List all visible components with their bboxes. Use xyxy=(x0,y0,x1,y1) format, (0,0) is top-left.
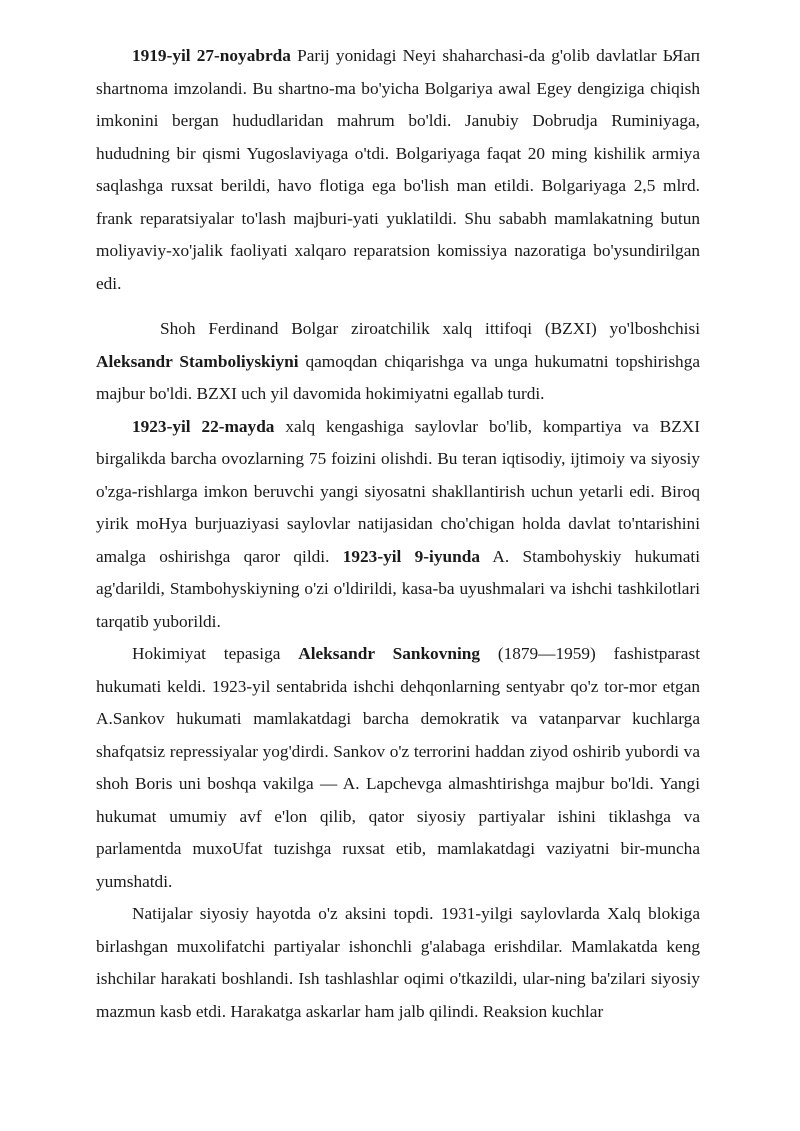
document-page xyxy=(96,40,700,1028)
date-bold: 1923-yil 22-mayda xyxy=(132,416,275,436)
paragraph-text: Shoh Ferdinand Bolgar ziroatchilik xalq ittifoqi (BZXI) yo'lboshchisi xyxy=(160,319,700,338)
paragraph-text: qamoqdan chiqarishga va unga hukumatni topshirishga majbur bo'ldi. BZXI uch yil davomida hokimiyatni egallab turdi. xyxy=(96,351,701,403)
paragraph-text: (1879—1959) fashistparast hukumati keldi. 1923-yil sentabrida ishchi dehqonlarning sentyabr qo'z tor-mor etgan A.Sankov hukumati mamlakatdagi barcha demokratik va vatanparvar kuchlarga shafqatsiz repressiyalar yog'dirdi. Sankov o'z terrorini haddan ziyod oshirib yubordi va shoh Boris uni boshqa vakilga — A. Lapchevga almashtirishga majbur bo'ldi. Yangi hukumat umumiy avf e'lon qilib, qator siyosiy partiyalar ishini tiklashga va parlamentda muxoUfat tuzishga ruxsat etib, mamlakatdagi vaziyatni bir-muncha yumshatdi. xyxy=(96,644,701,891)
date-bold: 1923-yil 9-iyunda xyxy=(342,546,480,566)
paragraph-2 xyxy=(96,313,700,411)
name-bold: Aleksandr Stamboliyskiyni xyxy=(96,351,299,371)
paragraph-text: A. Stambohyskiy hukumati ag'darildi, Stambohyskiyning o'zi o'ldirildi, kasa-ba uyushmalari va ishchi tashkilotlari tarqatib yuborildi. xyxy=(96,546,700,631)
paragraph-text: xalq kengashiga saylovlar bo'lib, kompartiya va BZXI birgalikda barcha ovozlarning 75 foizini olishdi. Bu teran iqtisodiy, ijtimoiy va siyosiy o'zga-rishlarga imkon beruvchi yangi siyosatni shakllantirish uchun yetarli edi. Biroq yirik moHya burjuaziyasi saylovlar natijasidan cho'chigan holda davlat to'ntarishini amalga oshirishga qaror qildi. xyxy=(96,416,700,566)
paragraph-text: Parij yonidagi Neyi shaharchasi-da g'olib davlatlar ЬЯап shartnoma imzolandi. Bu shartno-ma bo'yicha Bolgariya awal Egey dengiziga chiqish imkonini bergan hududlaridan mahrum bo'ldi. Janubiy Dobrudja Ruminiyaga, hududning bir qismi Yugoslaviyaga o'tdi. Bolgariyaga faqat 20 ming kishilik armiya saqlashga ruxsat berildi, havo flotiga ega bo'lish man etildi. Bolgariyaga 2,5 mlrd. frank reparatsiyalar to'lash majburi-yati yuklatildi. Shu sababh mamlakatning butun moliyaviy-xo'jalik faoliyati xalqaro reparatsion komissiya nazoratiga bo'ysundirilgan edi. xyxy=(96,46,701,293)
date-bold: 1919-yil 27-noyabrda xyxy=(132,46,291,65)
paragraph-text: Hokimiyat tepasiga xyxy=(132,644,299,663)
name-bold: Aleksandr Sankovning xyxy=(298,644,481,663)
paragraph-text: Natijalar siyosiy hayotda o'z aksini topdi. 1931-yilgi saylovlarda Xalq blokiga birlashgan muxolifatchi partiyalar ishonchli g'alabaga erishdilar. Mamlakatda keng ishchilar harakati boshlandi. Ish tashlashlar oqimi o'tkazildi, ular-ning ba'zilari siyosiy mazmun kasb etdi. Harakatga askarlar ham jalb qilindi. Reaksion kuchlar xyxy=(96,904,700,1021)
paragraph-3 xyxy=(96,411,700,639)
paragraph-5 xyxy=(96,898,700,1028)
paragraph-4 xyxy=(96,638,700,898)
paragraph-1 xyxy=(96,40,700,300)
